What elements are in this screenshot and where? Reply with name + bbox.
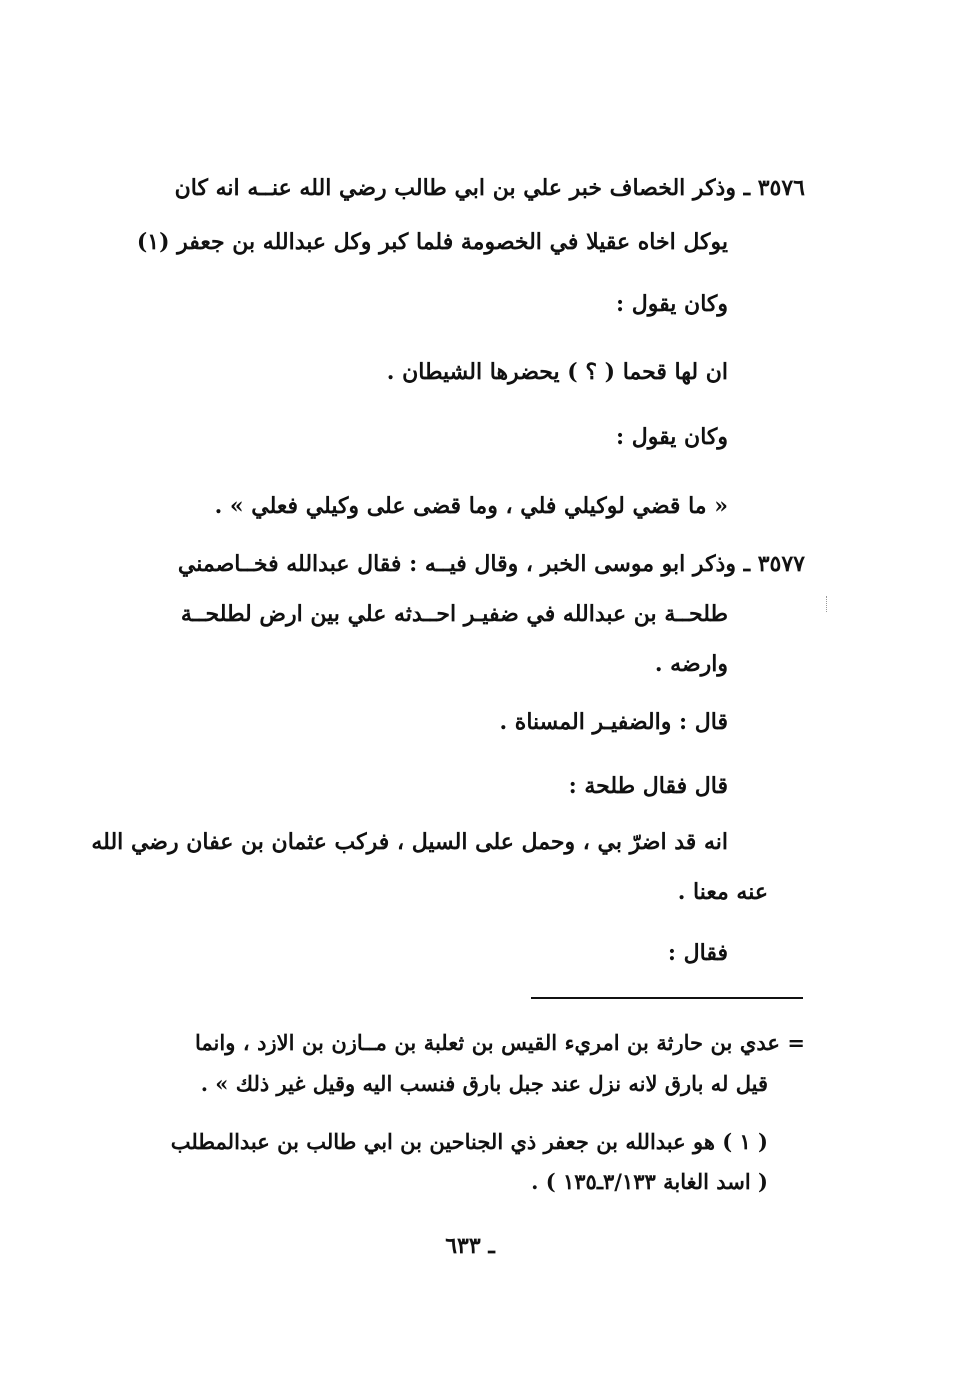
- entry-3577-line-7: عنه معنا .: [677, 879, 768, 905]
- entry-3576-line-1: ٣٥٧٦ ـ وذكر الخصاف خبر علي بن ابي طالب رضي الله عنــه انه كان: [174, 175, 805, 201]
- entry-3576-line-5: وكان يقول :: [616, 424, 728, 450]
- footnote-line-1: = عدي بن حارثة بن امريء القيس بن ثعلبة بن مــازن بن الازد ، وانما: [195, 1030, 805, 1055]
- page-number: ـ ٦٣٣: [445, 1233, 495, 1259]
- footnote-line-4: ( اسد الغابة ٣/١٣٣ـ١٣٥ ) .: [531, 1169, 768, 1194]
- entry-3577-line-2: طلحــة بن عبدالله في ضفيـر احــدثه علي بين ارض لطلحــة: [180, 601, 728, 627]
- margin-mark: [826, 596, 829, 612]
- entry-3577-line-5: قال فقال طلحة :: [568, 773, 728, 799]
- footnote-separator: [531, 997, 803, 999]
- entry-3576-line-3: وكان يقول :: [616, 291, 728, 317]
- entry-3577-line-8: فقال :: [667, 940, 728, 966]
- entry-3576-line-2: يوكل اخاه عقيلا في الخصومة فلما كبر وكل عبدالله بن جعفر (١): [136, 229, 728, 255]
- entry-3577-line-3: وارضه .: [654, 651, 728, 677]
- entry-3577-line-6: انه قد اضرّ بي ، وحمل على السيل ، فركب عثمان بن عفان رضي الله: [91, 829, 728, 855]
- entry-3577-line-1: ٣٥٧٧ ـ وذكر ابو موسى الخبر ، وقال فيــه : فقال عبدالله فخــاصمني: [177, 551, 805, 577]
- entry-3577-line-4: قال : والضفيـر المسناة .: [499, 709, 728, 735]
- footnote-line-3: ( ١ ) هو عبدالله بن جعفر ذي الجناحين بن ابي طالب بن عبدالمطلب: [170, 1129, 768, 1154]
- footnote-line-2: قيل له بارق لانه نزل عند جبل بارق فنسب اليه وقيل غير ذلك » .: [200, 1071, 768, 1096]
- entry-3576-line-4: ان لها قحما ( ؟ ) يحضرها الشيطان .: [386, 359, 728, 385]
- entry-3576-line-6: « ما قضي لوكيلي فلي ، وما قضى على وكيلي فعلي » .: [214, 493, 728, 519]
